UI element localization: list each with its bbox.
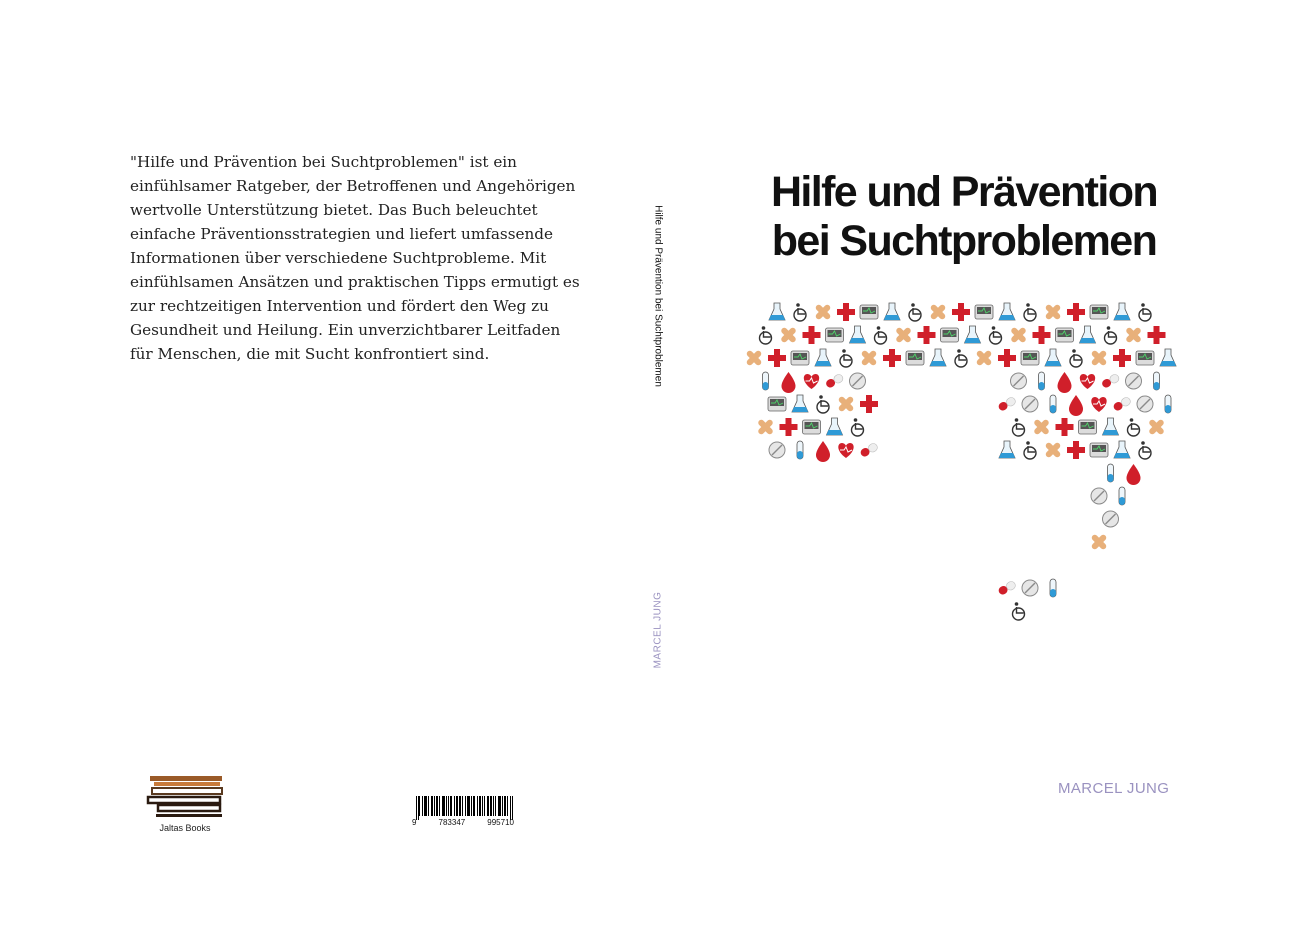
monitor-icon (826, 328, 844, 342)
plus-icon (1148, 326, 1166, 344)
author-name: MARCEL JUNG (1058, 780, 1170, 797)
bandage-icon (780, 327, 797, 344)
vial-icon (1160, 349, 1176, 366)
bandage-icon (1125, 327, 1142, 344)
plus-icon (918, 326, 936, 344)
drop-icon (1069, 395, 1083, 416)
book-stack-icon (144, 772, 226, 822)
monitor-icon (860, 305, 878, 319)
bandage-icon (895, 327, 912, 344)
vial-icon (930, 349, 946, 366)
heart-icon (838, 443, 853, 458)
barcode-right-group: 995710 (487, 818, 514, 827)
publisher-logo (144, 772, 226, 838)
gray-icon (1103, 511, 1119, 527)
monitor-icon (791, 351, 809, 365)
pill-icon (997, 580, 1017, 596)
bandage-icon (1045, 442, 1062, 459)
wheel-icon (1128, 418, 1140, 436)
wheel-icon (1139, 441, 1151, 459)
gray-icon (1126, 373, 1142, 389)
vial-icon (1114, 303, 1130, 320)
book-title-line-2: bei Suchtproblemen (771, 217, 1157, 265)
tube-icon (1154, 372, 1160, 390)
vial-icon (1114, 441, 1130, 458)
drop-icon (816, 441, 830, 462)
monitor-icon (1021, 351, 1039, 365)
heart-icon (1091, 397, 1106, 412)
vial-icon (965, 326, 981, 343)
tube-icon (797, 441, 803, 459)
plus-icon (1033, 326, 1051, 344)
wheel-icon (852, 418, 864, 436)
wheel-icon (794, 303, 806, 321)
plus-icon (768, 349, 786, 367)
gray-icon (1137, 396, 1153, 412)
wheel-icon (1013, 602, 1025, 620)
pill-icon (859, 442, 879, 458)
bandage-icon (1091, 350, 1108, 367)
plus-icon (1067, 441, 1085, 459)
plus-icon (837, 303, 855, 321)
vial-icon (884, 303, 900, 320)
spine-author: MARCEL JUNG (652, 591, 664, 669)
tube-icon (1050, 579, 1056, 597)
vial-icon (1103, 418, 1119, 435)
monitor-icon (941, 328, 959, 342)
plus-icon (1056, 418, 1074, 436)
vial-icon (850, 326, 866, 343)
vial-icon (999, 441, 1015, 458)
bandage-icon (930, 304, 947, 321)
monitor-icon (1136, 351, 1154, 365)
monitor-icon (803, 420, 821, 434)
wheel-icon (1024, 441, 1036, 459)
monitor-icon (975, 305, 993, 319)
wheel-icon (840, 349, 852, 367)
barcode-first-digit: 9 (412, 818, 417, 827)
plus-icon (1067, 303, 1085, 321)
bandage-icon (757, 419, 774, 436)
plus-icon (1113, 349, 1131, 367)
publisher-name: Jaltas Books (159, 823, 211, 833)
bandage-icon (815, 304, 832, 321)
gray-icon (850, 373, 866, 389)
heart-illustration (700, 300, 1230, 780)
wheel-icon (1139, 303, 1151, 321)
tube-icon (1039, 372, 1045, 390)
tube-icon (1108, 464, 1114, 482)
vial-icon (1045, 349, 1061, 366)
book-title (720, 168, 1208, 266)
wheel-icon (817, 395, 829, 413)
wheel-icon (875, 326, 887, 344)
tube-icon (1050, 395, 1056, 413)
wheel-icon (1024, 303, 1036, 321)
wheel-icon (760, 326, 772, 344)
tube-icon (1119, 487, 1125, 505)
plus-icon (803, 326, 821, 344)
back-cover-blurb: "Hilfe und Prävention bei Suchtproblemen" ist ein einfühlsamer Ratgeber, der Betroffenen und Angehörigen wertvolle Unterstützung bietet. Das Buch beleuchtet einfache Präventionsstrategien und liefert umfassende Informationen über verschiedene Suchtprobleme. Mit einfühlsamen Ansätzen und praktischen Tipps ermutigt es zur rechtzeitigen Intervention und fördert den Weg zu Gesundheit und Heilung. Ein unverzichtbarer Leitfaden für Menschen, die mit Sucht konfrontiert sind. (130, 153, 580, 363)
wheel-icon (955, 349, 967, 367)
wheel-icon (990, 326, 1002, 344)
bandage-icon (861, 350, 878, 367)
vial-icon (769, 303, 785, 320)
bandage-icon (1045, 304, 1062, 321)
vial-icon (999, 303, 1015, 320)
wheel-icon (909, 303, 921, 321)
monitor-icon (906, 351, 924, 365)
bandage-icon (838, 396, 855, 413)
drop-icon (1127, 464, 1141, 485)
pill-icon (825, 373, 845, 389)
barcode-left-group: 783347 (438, 818, 466, 827)
pill-icon (997, 396, 1017, 412)
plus-icon (952, 303, 970, 321)
vial-icon (827, 418, 843, 435)
drop-icon (782, 372, 796, 393)
plus-icon (780, 418, 798, 436)
spine-title: Hilfe und Prävention bei Suchtproblemen (652, 205, 664, 387)
bandage-icon (746, 350, 763, 367)
plus-icon (883, 349, 901, 367)
plus-icon (998, 349, 1016, 367)
vial-icon (815, 349, 831, 366)
bandage-icon (976, 350, 993, 367)
vial-icon (1080, 326, 1096, 343)
barcode-bars (412, 796, 514, 820)
gray-icon (1022, 580, 1038, 596)
heart-icon (804, 374, 819, 389)
wheel-icon (1105, 326, 1117, 344)
monitor-icon (1090, 443, 1108, 457)
gray-icon (1091, 488, 1107, 504)
monitor-icon (1090, 305, 1108, 319)
bandage-icon (1091, 534, 1108, 551)
gray-icon (1011, 373, 1027, 389)
bandage-icon (1148, 419, 1165, 436)
monitor-icon (1056, 328, 1074, 342)
monitor-icon (1079, 420, 1097, 434)
gray-icon (1022, 396, 1038, 412)
pill-icon (1101, 373, 1121, 389)
barcode (412, 796, 514, 828)
book-title-line-1: Hilfe und Prävention (770, 168, 1158, 216)
drop-icon (1058, 372, 1072, 393)
pill-icon (1112, 396, 1132, 412)
gray-icon (769, 442, 785, 458)
tube-icon (1165, 395, 1171, 413)
tube-icon (763, 372, 769, 390)
wheel-icon (1070, 349, 1082, 367)
heart-icon (1080, 374, 1095, 389)
wheel-icon (1013, 418, 1025, 436)
bandage-icon (1010, 327, 1027, 344)
plus-icon (860, 395, 878, 413)
bandage-icon (1033, 419, 1050, 436)
vial-icon (792, 395, 808, 412)
monitor-icon (768, 397, 786, 411)
